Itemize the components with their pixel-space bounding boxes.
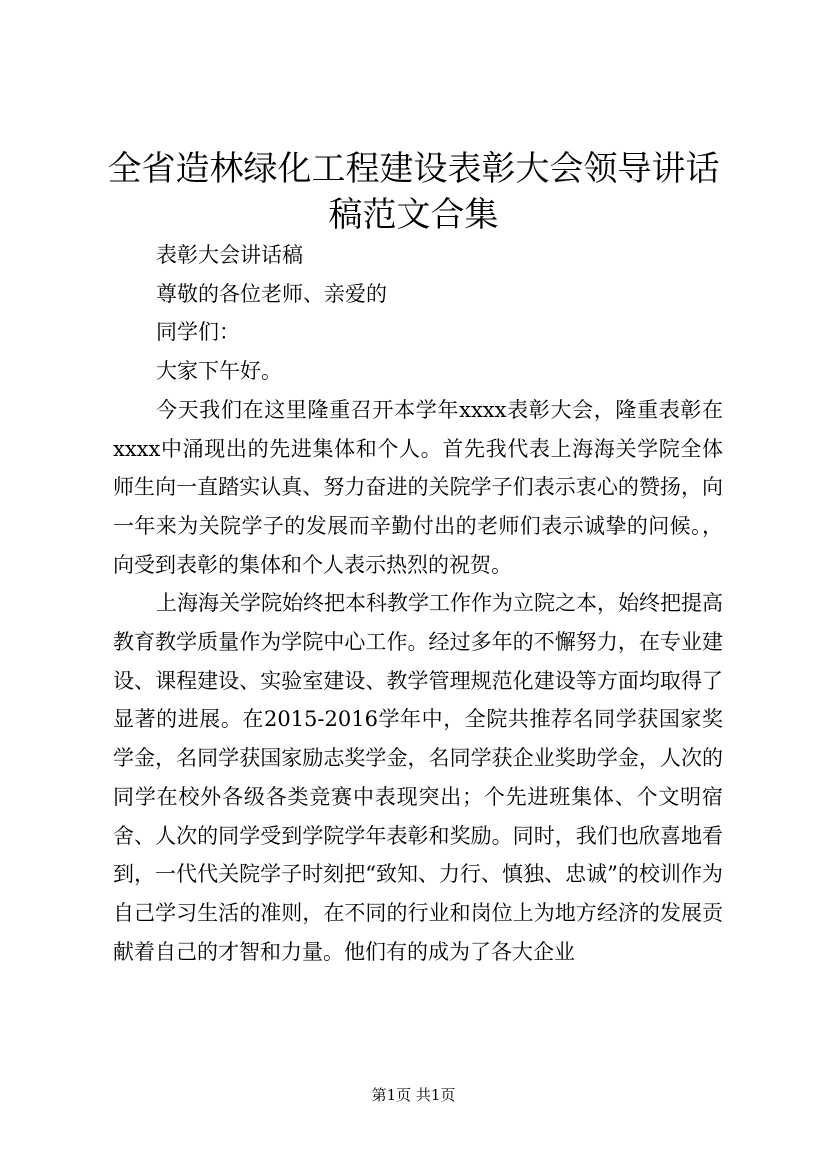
paragraph: 今天我们在这里隆重召开本学年xxxx表彰大会，隆重表彰在xxxx中涌现出的先进集体和个人。首先我代表上海海关学院全体师生向一直踏实认真、努力奋进的关院学子们表示衷心的赞扬，向一年来为关院学子的发展而辛勤付出的老师们表示诚挚的问候。，向受到表彰的集体和个人表示热烈的祝贺。 [113,397,723,577]
page-footer: 第1页 共1页 [371,1086,456,1104]
salutation-line: 尊敬的各位老师、亲爱的 [156,281,387,306]
document-title: 全省造林绿化工程建设表彰大会领导讲话稿范文合集 [107,149,720,235]
subtitle-line: 表彰大会讲话稿 [156,243,303,267]
greeting-line: 大家下午好。 [156,359,282,384]
paragraph: 上海海关学院始终把本科教学工作作为立院之本，始终把提高教育教学质量作为学院中心工作。经过多年的不懈努力，在专业建设、课程建设、实验室建设、教学管理规范化建设等方面均取得了显著的进展。在2015-2016学年中，全院共推荐名同学获国家奖学金，名同学获国家励志奖学金，名同学获企业奖助学金，人次的同学在校外各级各类竞赛中表现突出；个先进班集体、个文明宿舍、人次的同学受到学院学年表彰和奖励。同时，我们也欣喜地看到，一代代关院学子时刻把“致知、力行、慎独、忠诚”的校训作为自己学习生活的准则，在不同的行业和岗位上为地方经济的发展贡献着自己的才智和力量。他们有的成为了各大企业 [113,591,723,964]
salutation-line-continued: 同学们： [156,320,240,345]
document-body [113,236,723,971]
